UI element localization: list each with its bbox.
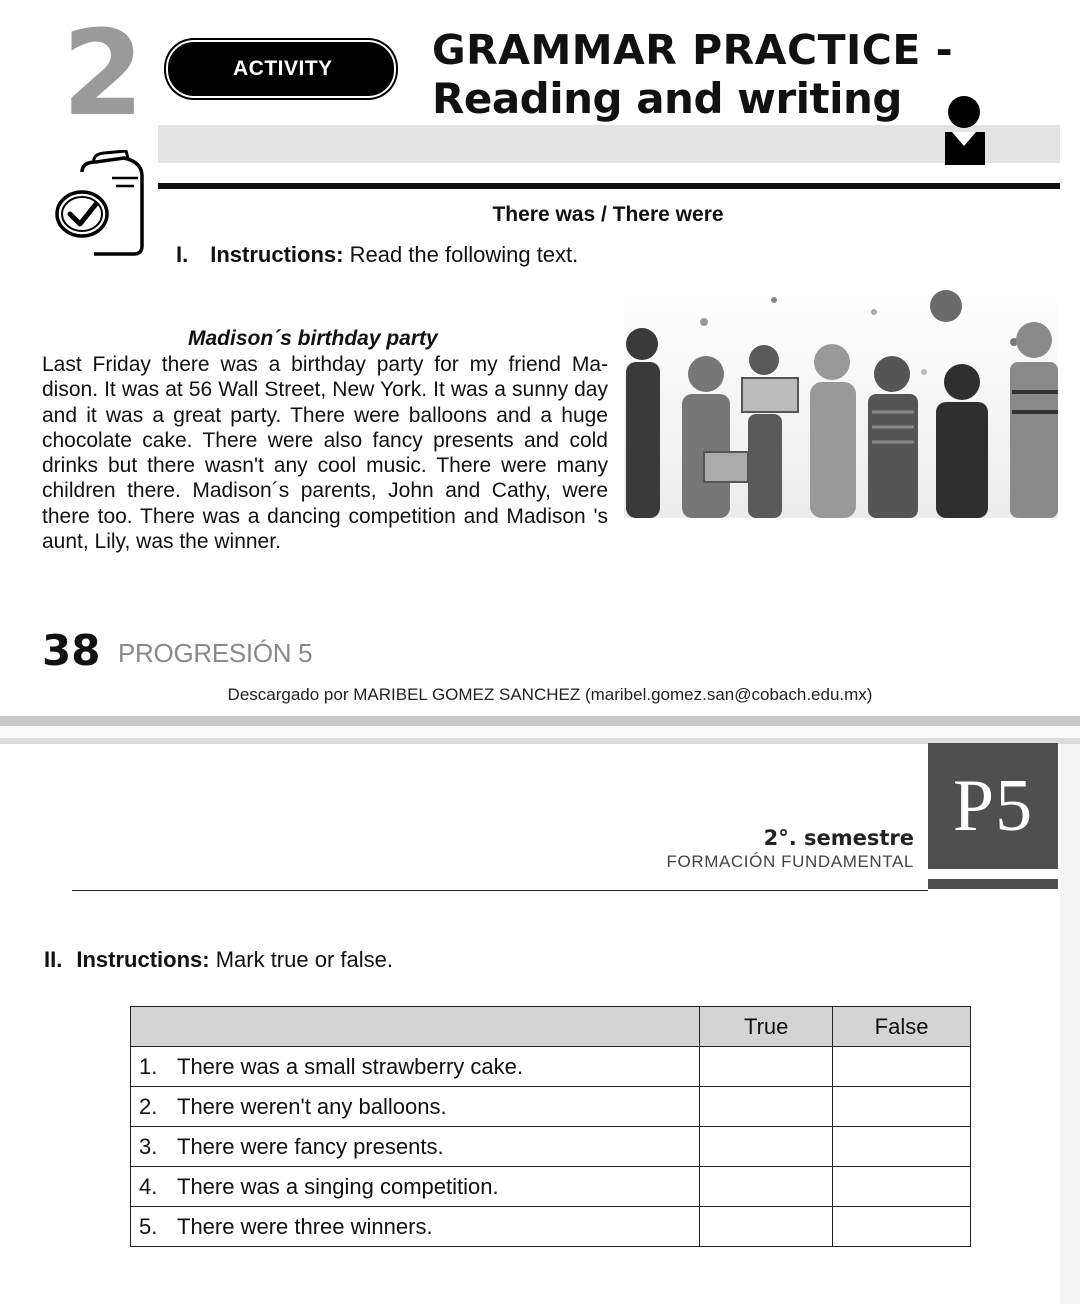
table-row xyxy=(131,1167,971,1207)
true-cell[interactable] xyxy=(700,1047,833,1087)
progression-label: PROGRESIÓN 5 xyxy=(118,638,313,668)
table-row xyxy=(131,1047,971,1087)
semester-label: 2°. semestre xyxy=(763,826,914,850)
statement-cell xyxy=(131,1047,700,1087)
true-cell[interactable] xyxy=(700,1127,833,1167)
statement-number: 3. xyxy=(139,1133,158,1159)
true-false-table xyxy=(130,1006,971,1247)
activity-label-pill xyxy=(168,42,394,96)
false-cell[interactable] xyxy=(833,1127,971,1167)
progression-badge: P5 xyxy=(928,743,1058,869)
grammar-topic: There was / There were xyxy=(492,203,724,226)
instructions-1-text: Read the following text. xyxy=(343,242,579,267)
instructions-2-number: II. xyxy=(44,947,63,972)
statement-text: There weren't any balloons. xyxy=(177,1093,447,1119)
page2-header-rule xyxy=(72,890,928,891)
statement-cell xyxy=(131,1167,700,1207)
table-header-row xyxy=(131,1007,971,1047)
false-cell[interactable] xyxy=(833,1087,971,1127)
header-true: True xyxy=(700,1007,833,1047)
statement-number: 2. xyxy=(139,1093,158,1119)
false-cell[interactable] xyxy=(833,1047,971,1087)
statement-cell xyxy=(131,1127,700,1167)
page-edge-strip xyxy=(1060,744,1080,1304)
activity-label: ACTIVITY xyxy=(233,57,333,80)
statement-text: There was a singing competition. xyxy=(177,1173,499,1199)
statement-text: There were fancy presents. xyxy=(177,1133,444,1159)
true-cell[interactable] xyxy=(700,1167,833,1207)
student-icon xyxy=(940,94,990,168)
page-number: 38 xyxy=(42,626,101,675)
instructions-1 xyxy=(176,242,578,268)
header-statement xyxy=(131,1007,700,1047)
statement-cell xyxy=(131,1207,700,1247)
header-divider xyxy=(158,183,1060,189)
true-cell[interactable] xyxy=(700,1087,833,1127)
statement-number: 1. xyxy=(139,1053,158,1079)
page-separator-gap xyxy=(0,726,1080,738)
false-cell[interactable] xyxy=(833,1167,971,1207)
story-text: Last Friday there was a birthday party for my friend Ma-dison. It was at 56 Wall Street, New York. It was a sunny day and it was a great party. There were balloons and a huge chocolate cake. There were also fancy presents and cold drinks but there wasn't any cool music. There were many children there. Madison´s parents, John and Cathy, were there too. There was a dancing competition and Madison 's aunt, Lily, was the winner. xyxy=(42,353,608,554)
party-photo xyxy=(624,282,1058,518)
story-title: Madison´s birthday party xyxy=(188,327,438,350)
instructions-1-label: Instructions: xyxy=(210,242,344,267)
instructions-2-label: Instructions: xyxy=(76,947,210,972)
instructions-1-number: I. xyxy=(176,242,189,267)
instructions-2-text: Mark true or false. xyxy=(209,947,393,972)
statement-number: 5. xyxy=(139,1213,158,1239)
instructions-2 xyxy=(44,947,393,973)
header-false: False xyxy=(833,1007,971,1047)
activity-number: 2 xyxy=(62,4,145,142)
header-gray-band xyxy=(158,125,1060,163)
true-cell[interactable] xyxy=(700,1207,833,1247)
page-separator xyxy=(0,716,1080,726)
statement-text: There was a small strawberry cake. xyxy=(177,1053,523,1079)
page-title-line1: GRAMMAR PRACTICE - xyxy=(432,26,954,74)
page-title-line2: Reading and writing xyxy=(432,74,902,123)
table-row xyxy=(131,1087,971,1127)
page-separator-bottom xyxy=(0,738,1080,744)
statement-number: 4. xyxy=(139,1173,158,1199)
download-note: Descargado por MARIBEL GOMEZ SANCHEZ (maribel.gomez.san@cobach.edu.mx) xyxy=(227,685,873,704)
table-row xyxy=(131,1127,971,1167)
statement-text: There were three winners. xyxy=(177,1213,433,1239)
badge-underbar xyxy=(928,879,1058,889)
table-row xyxy=(131,1207,971,1247)
false-cell[interactable] xyxy=(833,1207,971,1247)
program-label: FORMACIÓN FUNDAMENTAL xyxy=(666,852,914,871)
statement-cell xyxy=(131,1087,700,1127)
